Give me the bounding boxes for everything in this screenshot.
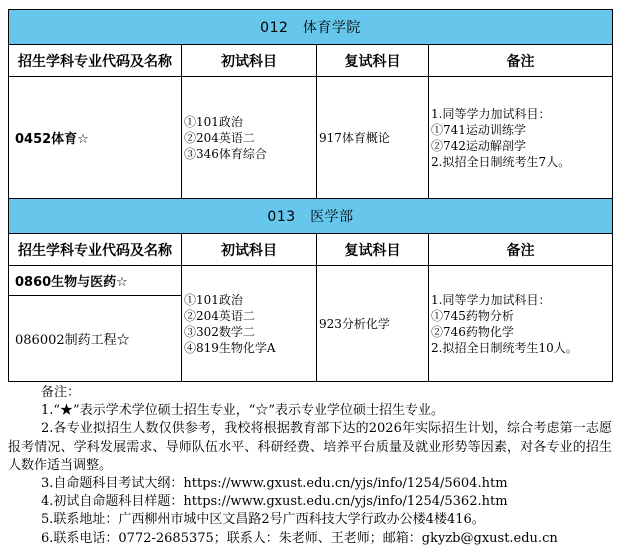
note-item: 5.联系地址：广西柳州市城中区文昌路2号广西科技大学行政办公楼4楼416。	[41, 512, 485, 528]
column-header-exam: 初试科目	[182, 234, 317, 266]
remark-line: ①741运动训练学	[431, 122, 526, 137]
note-item: 1.“★”表示学术学位硕士招生专业，“☆”表示专业学位硕士招生专业。	[41, 403, 444, 419]
exam-subjects-cell	[182, 77, 317, 199]
remark-line: 2.拟招全日制统考生10人。	[431, 340, 578, 355]
remark-line: ②742运动解剖学	[431, 138, 526, 153]
exam-subject: ①101政治	[184, 292, 243, 307]
note-item: 6.联系电话：0772-2685375；联系人：朱老师、王老师；邮箱：gkyzb@gxust.edu.cn	[41, 530, 558, 546]
exam-subject: ②204英语二	[184, 130, 255, 145]
note-item: 2.各专业拟招生人数仅供参考，我校将根据教育部下达的2026年实际招生计划，综合考虑第一志愿报考情况、学科发展需求、导师队伍水平、科研经费、培养平台质量及就业形势等因素，对各专业的招生人数作适当调整。	[8, 421, 612, 473]
section-title: 013 医学部	[9, 199, 613, 234]
retest-subject: 923分析化学	[317, 266, 429, 382]
remarks-cell	[429, 266, 613, 382]
remark-line: ①745药物分析	[431, 308, 514, 323]
column-header-exam: 初试科目	[182, 45, 317, 77]
column-header-retest: 复试科目	[317, 234, 429, 266]
remark-line: 2.拟招全日制统考生7人。	[431, 154, 571, 169]
exam-subject: ①101政治	[184, 114, 243, 129]
admission-catalog	[8, 9, 612, 548]
admission-table	[8, 9, 613, 382]
column-header-remarks: 备注	[429, 45, 613, 77]
section-title: 012 体育学院	[9, 10, 613, 45]
exam-subject: ④819生物化学A	[184, 340, 276, 355]
exam-subject: ③302数学二	[184, 324, 255, 339]
exam-subject: ③346体育综合	[184, 146, 267, 161]
section-header-row	[9, 199, 613, 234]
column-header-row	[9, 45, 613, 77]
table-row	[9, 77, 613, 199]
section-header-row	[9, 10, 613, 45]
column-header-program: 招生学科专业代码及名称	[9, 234, 182, 266]
remark-line: 1.同等学力加试科目：	[431, 292, 551, 307]
program-name: 086002制药工程☆	[9, 296, 182, 382]
program-name: 0452体育☆	[9, 77, 182, 199]
column-header-program: 招生学科专业代码及名称	[9, 45, 182, 77]
column-header-remarks: 备注	[429, 234, 613, 266]
retest-subject: 917体育概论	[317, 77, 429, 199]
remark-line: ②746药物化学	[431, 324, 514, 339]
remarks-cell	[429, 77, 613, 199]
note-item: 3.自命题科目考试大纲：https://www.gxust.edu.cn/yjs/info/1254/5604.htm	[41, 476, 508, 492]
note-item: 4.初试自命题科目样题：https://www.gxust.edu.cn/yjs/info/1254/5362.htm	[41, 494, 508, 510]
column-header-retest: 复试科目	[317, 45, 429, 77]
notes-block	[8, 384, 612, 548]
remark-line: 1.同等学力加试科目：	[431, 106, 551, 121]
program-name: 0860生物与医药☆	[9, 266, 182, 296]
table-row	[9, 266, 613, 296]
exam-subject: ②204英语二	[184, 308, 255, 323]
column-header-row	[9, 234, 613, 266]
exam-subjects-cell	[182, 266, 317, 382]
notes-title: 备注：	[41, 385, 81, 400]
